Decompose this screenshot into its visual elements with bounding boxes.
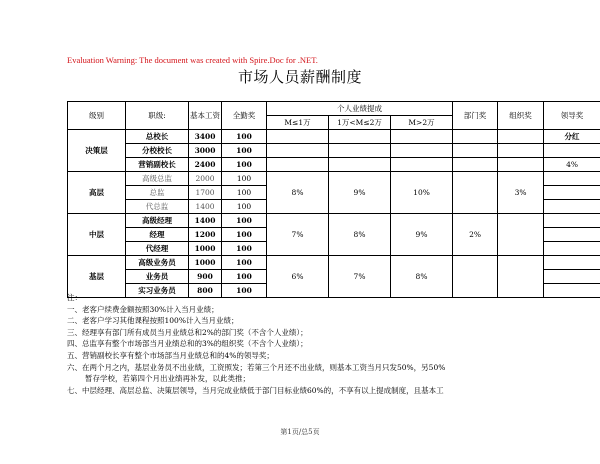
base-salary-cell: 2400 bbox=[189, 158, 222, 172]
note-item: 一、老客户续费金额按照30%计入当月业绩； bbox=[67, 304, 219, 314]
tier-3-cell: 9% bbox=[391, 214, 453, 256]
tier-1-cell bbox=[267, 158, 329, 172]
note-item-continuation: 暂存学校，若第四个月出业绩再补发，以此类推； bbox=[85, 374, 250, 384]
table-row bbox=[68, 214, 600, 228]
tier-1-cell: 6% bbox=[267, 256, 329, 298]
header-org-bonus: 组织奖 bbox=[498, 102, 544, 130]
page-title: 市场人员薪酬制度 bbox=[237, 68, 362, 86]
table-row bbox=[68, 256, 600, 270]
position-cell: 代总监 bbox=[126, 200, 189, 214]
position-cell: 实习业务员 bbox=[126, 284, 189, 298]
attendance-cell: 100 bbox=[222, 158, 267, 172]
tier-3-cell: 10% bbox=[391, 172, 453, 214]
tier-3-cell bbox=[391, 130, 453, 144]
leader-bonus-cell bbox=[544, 214, 600, 228]
note-item: 二、老客户学习其他课程按照100%计入当月业绩； bbox=[67, 316, 239, 326]
tier-1-cell: 7% bbox=[267, 214, 329, 256]
org-bonus-cell bbox=[498, 214, 544, 256]
header-dept-bonus: 部门奖 bbox=[453, 102, 498, 130]
tier-3-cell bbox=[391, 158, 453, 172]
base-salary-cell: 3400 bbox=[189, 130, 222, 144]
base-salary-cell: 800 bbox=[189, 284, 222, 298]
org-bonus-cell bbox=[498, 144, 544, 158]
header-leader-bonus: 领导奖 bbox=[544, 102, 600, 130]
header-base-salary: 基本工资 bbox=[189, 102, 222, 130]
attendance-cell: 100 bbox=[222, 214, 267, 228]
attendance-cell: 100 bbox=[222, 270, 267, 284]
level-cell: 高层 bbox=[68, 172, 126, 214]
leader-bonus-cell bbox=[544, 256, 600, 270]
header-tier-2: 1万<M≤2万 bbox=[329, 116, 391, 130]
level-cell: 决策层 bbox=[68, 130, 126, 172]
leader-bonus-cell: 4% bbox=[544, 158, 600, 172]
position-cell: 代经理 bbox=[126, 242, 189, 256]
notes-heading: 注： bbox=[67, 293, 82, 302]
dept-bonus-cell bbox=[453, 144, 498, 158]
attendance-cell: 100 bbox=[222, 130, 267, 144]
attendance-cell: 100 bbox=[222, 284, 267, 298]
org-bonus-cell: 3% bbox=[498, 172, 544, 214]
level-cell: 基层 bbox=[68, 256, 126, 298]
tier-1-cell bbox=[267, 144, 329, 158]
leader-bonus-cell: 分红 bbox=[544, 130, 600, 144]
attendance-cell: 100 bbox=[222, 242, 267, 256]
attendance-cell: 100 bbox=[222, 256, 267, 270]
leader-bonus-cell bbox=[544, 172, 600, 186]
tier-1-cell bbox=[267, 130, 329, 144]
leader-bonus-cell bbox=[544, 242, 600, 256]
evaluation-warning: Evaluation Warning: The document was created with Spire.Doc for .NET. bbox=[67, 55, 318, 65]
tier-3-cell: 8% bbox=[391, 256, 453, 298]
attendance-cell: 100 bbox=[222, 144, 267, 158]
position-cell: 经理 bbox=[126, 228, 189, 242]
leader-bonus-cell bbox=[544, 200, 600, 214]
org-bonus-cell bbox=[498, 158, 544, 172]
note-item: 六、在两个月之内，基层业务员不出业绩，工资照发；若第三个月还不出业绩，则基本工资当月只发50%，另50% bbox=[67, 362, 446, 372]
base-salary-cell: 1700 bbox=[189, 186, 222, 200]
dept-bonus-cell bbox=[453, 158, 498, 172]
position-cell: 总校长 bbox=[126, 130, 189, 144]
leader-bonus-cell bbox=[544, 144, 600, 158]
tier-2-cell bbox=[329, 130, 391, 144]
position-cell: 高级经理 bbox=[126, 214, 189, 228]
attendance-cell: 100 bbox=[222, 200, 267, 214]
org-bonus-cell bbox=[498, 130, 544, 144]
dept-bonus-cell bbox=[453, 130, 498, 144]
base-salary-cell: 3000 bbox=[189, 144, 222, 158]
note-item: 七、中层经理、高层总监、决策层领导，当月完成业绩低于部门目标业绩60%的，不享有以上提成制度，且基本工 bbox=[67, 385, 444, 395]
salary-table bbox=[67, 101, 600, 298]
tier-2-cell: 8% bbox=[329, 214, 391, 256]
tier-2-cell: 7% bbox=[329, 256, 391, 298]
base-salary-cell: 1200 bbox=[189, 228, 222, 242]
tier-2-cell bbox=[329, 158, 391, 172]
table-row bbox=[68, 158, 600, 172]
leader-bonus-cell bbox=[544, 270, 600, 284]
position-cell: 营销副校长 bbox=[126, 158, 189, 172]
leader-bonus-cell bbox=[544, 228, 600, 242]
level-cell: 中层 bbox=[68, 214, 126, 256]
tier-1-cell: 8% bbox=[267, 172, 329, 214]
attendance-cell: 100 bbox=[222, 228, 267, 242]
table-row bbox=[68, 144, 600, 158]
dept-bonus-cell bbox=[453, 172, 498, 214]
note-item: 五、营销副校长享有整个市场部当月业绩总和的4%的领导奖； bbox=[67, 350, 274, 360]
header-level: 级别 bbox=[68, 102, 126, 130]
base-salary-cell: 1400 bbox=[189, 200, 222, 214]
header-tier-1: M≤1万 bbox=[267, 116, 329, 130]
tier-3-cell bbox=[391, 144, 453, 158]
page-footer: 第1页/总5页 bbox=[280, 428, 320, 436]
attendance-cell: 100 bbox=[222, 172, 267, 186]
header-tier-3: M>2万 bbox=[391, 116, 453, 130]
tier-2-cell bbox=[329, 144, 391, 158]
base-salary-cell: 1400 bbox=[189, 214, 222, 228]
header-position: 职级: bbox=[126, 102, 189, 130]
position-cell: 高级业务员 bbox=[126, 256, 189, 270]
base-salary-cell: 900 bbox=[189, 270, 222, 284]
leader-bonus-cell bbox=[544, 186, 600, 200]
attendance-cell: 100 bbox=[222, 186, 267, 200]
base-salary-cell: 1000 bbox=[189, 242, 222, 256]
position-cell: 分校校长 bbox=[126, 144, 189, 158]
note-item: 三、经理享有部门所有成员当月业绩总和2%的部门奖（不含个人业绩）； bbox=[67, 327, 308, 337]
table-row bbox=[68, 130, 600, 144]
base-salary-cell: 2000 bbox=[189, 172, 222, 186]
header-attendance: 全勤奖 bbox=[222, 102, 267, 130]
position-cell: 业务员 bbox=[126, 270, 189, 284]
position-cell: 高级总监 bbox=[126, 172, 189, 186]
dept-bonus-cell: 2% bbox=[453, 214, 498, 256]
note-item: 四、总监享有整个市场部当月业绩总和的3%的组织奖（不含个人业绩）； bbox=[67, 339, 308, 349]
tier-2-cell: 9% bbox=[329, 172, 391, 214]
position-cell: 总监 bbox=[126, 186, 189, 200]
base-salary-cell: 1000 bbox=[189, 256, 222, 270]
notes bbox=[67, 292, 600, 396]
table-row bbox=[68, 172, 600, 186]
header-personal-commission: 个人业绩提成 bbox=[267, 102, 453, 116]
